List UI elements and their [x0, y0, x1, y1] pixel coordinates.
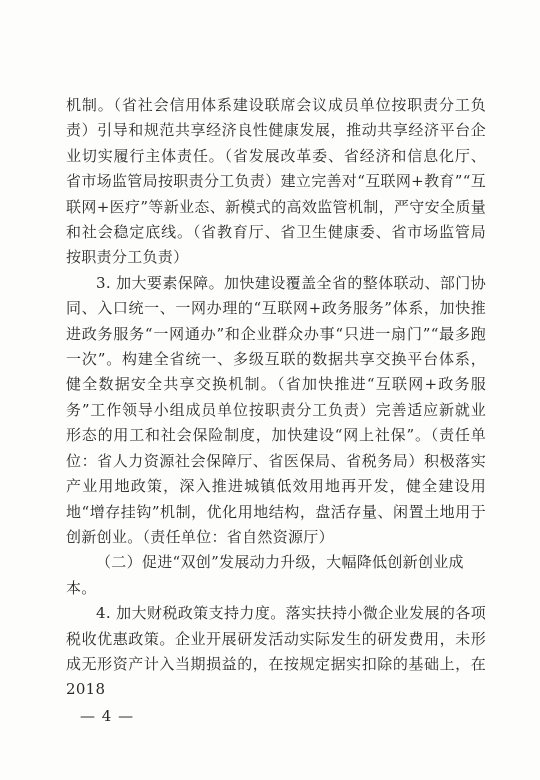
paragraph-fiscal-tax-support: 4. 加大财税政策支持力度。落实扶持小微企业发展的各项税收优惠政策。企业开展研发活动实际发生的研发费用，未形成无形资产计入当期损益的，在按规定据实扣除的基础上，在 2018	[66, 604, 486, 699]
page-content	[66, 93, 486, 703]
section-heading-double-innovation: （二）促进“双创”发展动力升级，大幅降低创新创业成本。	[66, 553, 464, 597]
paragraph-factor-guarantee: 3. 加大要素保障。加快建设覆盖全省的整体联动、部门协同、入口统一、一网办理的“互联网+政务服务”体系，加快推进政务服务“一网通办”和企业群众办事“只进一扇门”“最多跑一次”。构建全省统一、多级互联的数据共享交换平台体系，健全数据安全共享交换机制。（省加快推进“互联网+政务服务”工作领导小组成员单位按职责分工负责）完善适应新就业形态的用工和社会保险制度，加快建设“网上社保”。（责任单位：省人力资源社会保障厅、省医保局、省税务局）积极落实产业用地政策，深入推进城镇低效用地再开发，健全建设用地“增存挂钩”机制，优化用地结构，盘活存量、闲置土地用于创新创业。（责任单位：省自然资源厅）	[66, 273, 486, 546]
page-number: — 4 —	[80, 707, 135, 725]
paragraph-credit-system: 机制。（省社会信用体系建设联席会议成员单位按职责分工负责）引导和规范共享经济良性健康发展，推动共享经济平台企业切实履行主体责任。（省发展改革委、省经济和信息化厅、省市场监管局按职责分工负责）建立完善对“互联网+教育”“互联网+医疗”等新业态、新模式的高效监管机制，严守安全质量和社会稳定底线。（省教育厅、省卫生健康委、省市场监管局按职责分工负责）	[66, 96, 486, 267]
